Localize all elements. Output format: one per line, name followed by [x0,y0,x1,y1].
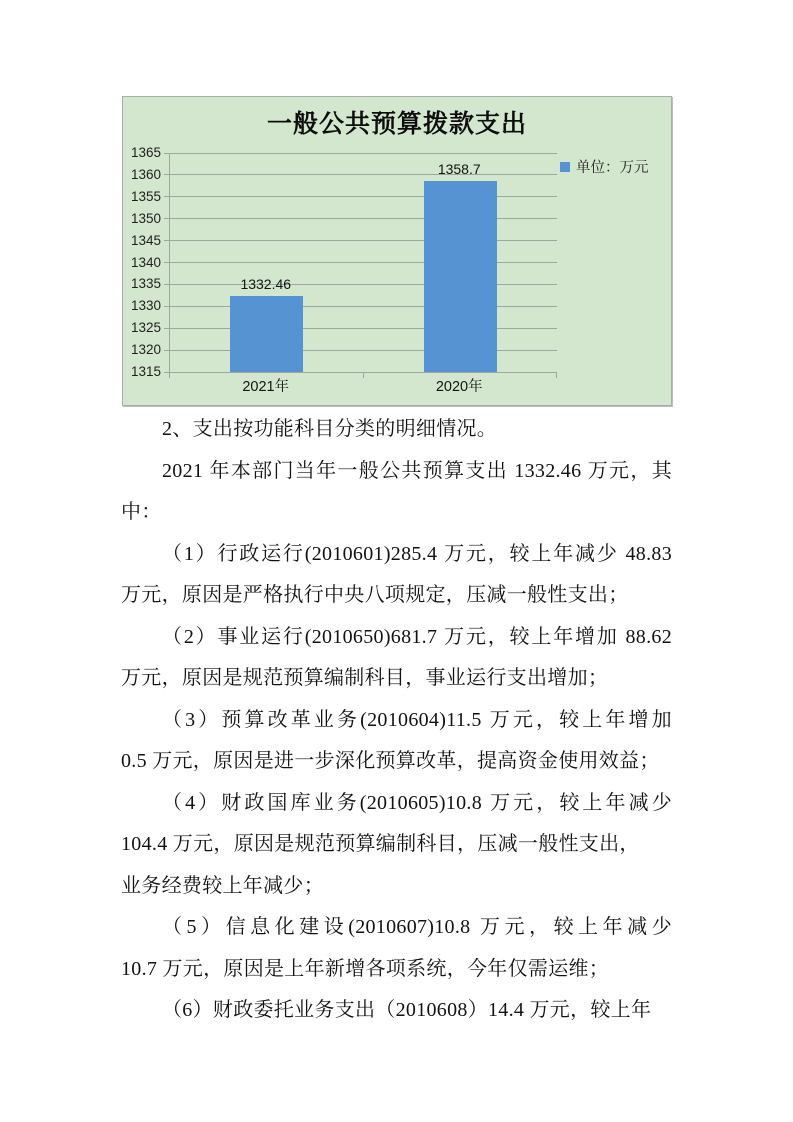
y-axis-tick-mark [164,153,170,154]
y-axis-tick-mark [164,196,170,197]
x-axis-category-label: 2020年 [435,379,483,395]
text-line: 0.5 万元，原因是进一步深化预算改革，提高资金使用效益； [121,750,660,772]
text-line: （6）财政委托业务支出（2010608）14.4 万元，较上年 [162,999,652,1021]
chart-title: 一般公共预算拨款支出 [266,110,527,138]
gridline [170,306,557,307]
chart-legend [560,156,649,177]
bar-value-label: 1332.46 [240,275,292,292]
text-line: 中： [121,501,162,523]
y-axis-tick-label: 1335 [130,276,161,292]
y-axis-tick-label: 1350 [130,210,161,226]
y-axis-tick-label: 1330 [130,298,161,314]
y-axis-tick-mark [164,174,170,175]
text-line: 万元，原因是规范预算编制科目，事业运行支出增加； [121,667,609,689]
gridline [170,350,557,351]
y-axis-tick-mark [164,284,170,285]
text-line: 2、支出按功能科目分类的明细情况。 [162,418,498,440]
text-line: （3）预算改革业务(2010604)11.5 万元，较上年增加 [162,708,672,731]
text-line: （2）事业运行(2010650)681.7 万元，较上年增加 88.62 [162,625,672,648]
bar-value-label: 1358.7 [437,160,481,177]
gridline [170,240,557,241]
budget-bar-chart [122,96,672,406]
y-axis-tick-mark [164,262,170,263]
text-line: （5）信息化建设(2010607)10.8 万元，较上年减少 [162,916,672,938]
x-axis-tick-mark [556,373,557,378]
text-line: 万元，原因是严格执行中央八项规定，压减一般性支出； [121,584,629,606]
gridline [170,153,557,154]
body-text [121,409,672,1032]
y-axis-tick-label: 1355 [130,188,161,204]
legend-label: 单位：万元 [576,160,649,176]
x-axis-tick-mark [363,373,364,378]
y-axis-tick-label: 1325 [130,320,161,336]
text-line: 10.7 万元，原因是上年新增各项系统，今年仅需运维； [121,957,610,980]
y-axis-tick-mark [164,218,170,219]
legend-marker-icon [560,162,570,172]
text-line: （1）行政运行(2010601)285.4 万元，较上年减少 48.83 [162,542,672,565]
gridline [170,262,557,263]
y-axis-tick-label: 1360 [130,166,161,182]
chart-bar [424,181,497,372]
y-axis-tick-mark [164,306,170,307]
y-axis-tick-label: 1315 [130,364,161,379]
plot-area [169,153,557,373]
y-axis-tick-label: 1340 [130,254,161,270]
y-axis-tick-label: 1345 [130,232,161,248]
chart-bar [230,296,303,372]
text-line: 2021 年本部门当年一般公共预算支出 1332.46 万元，其 [162,459,672,482]
text-line: 业务经费较上年减少； [121,874,324,897]
text-line: 104.4 万元，原因是规范预算编制科目，压减一般性支出， [121,833,640,855]
y-axis-tick-label: 1320 [130,342,161,358]
gridline [170,328,557,329]
x-axis-tick-mark [169,373,170,378]
y-axis-tick-mark [164,350,170,351]
gridline [170,218,557,219]
y-axis-tick-mark [164,240,170,241]
y-axis-tick-label: 1365 [130,145,161,160]
gridline [170,196,557,197]
text-line: （4）财政国库业务(2010605)10.8 万元，较上年减少 [162,791,672,814]
y-axis-tick-mark [164,328,170,329]
x-axis-category-label: 2021年 [242,379,290,395]
